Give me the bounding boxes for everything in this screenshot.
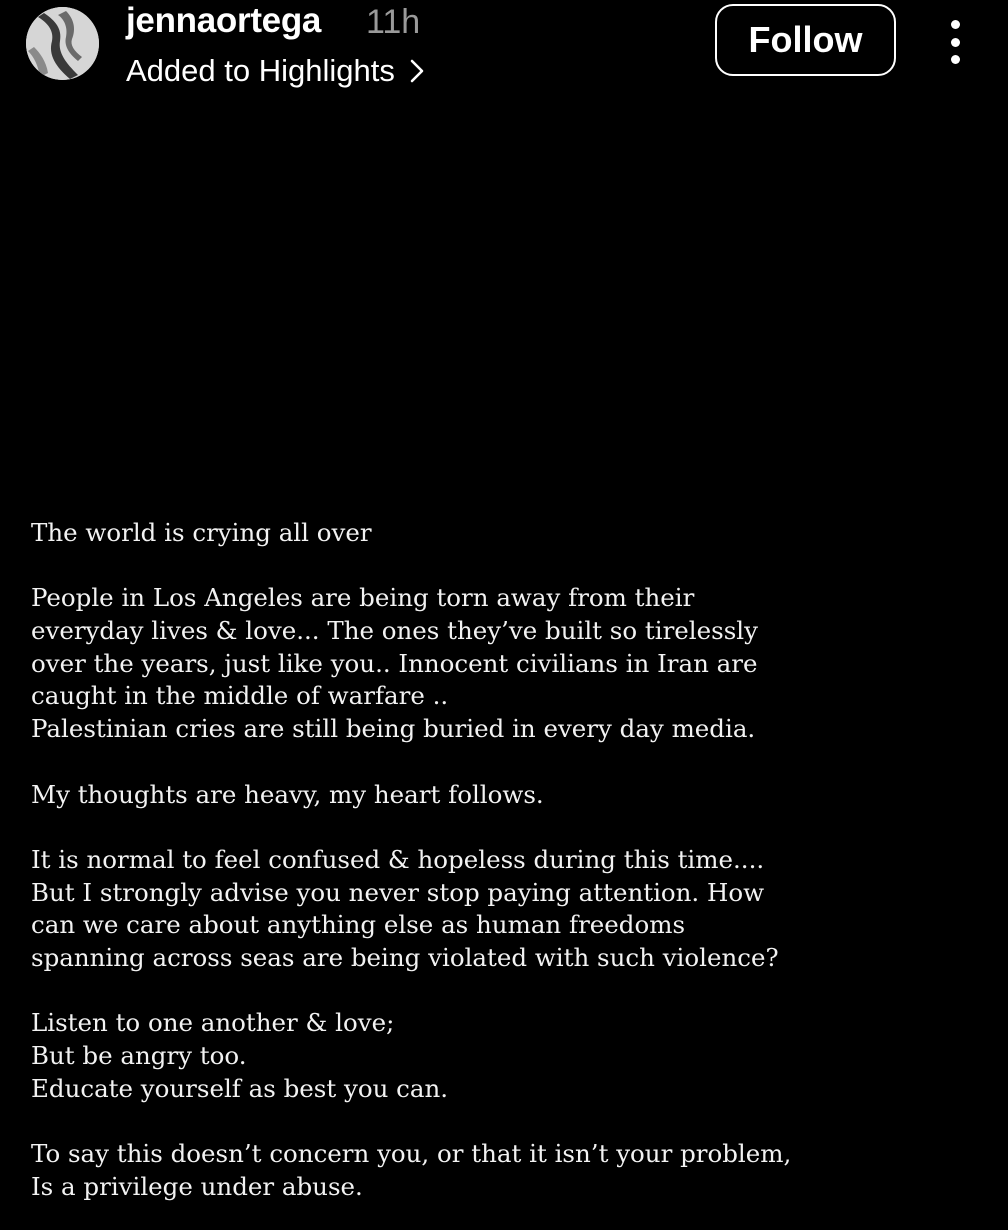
more-dot bbox=[951, 38, 960, 47]
highlights-label: Added to Highlights bbox=[126, 53, 395, 88]
story-paragraph bbox=[31, 517, 971, 550]
timestamp: 11h bbox=[366, 3, 421, 41]
story-line: The world is crying all over bbox=[31, 518, 372, 547]
story-line: Educate yourself as best you can. bbox=[31, 1073, 449, 1103]
story-line: spanning across seas are being violated with such violence? bbox=[31, 942, 779, 972]
story-line: But be angry too. bbox=[31, 1041, 247, 1070]
story-line: over the years, just like you.. Innocent civilians in Iran are bbox=[31, 648, 758, 678]
paragraph-gap bbox=[31, 746, 971, 779]
story-line: Is a privilege under abuse. bbox=[31, 1171, 363, 1201]
chevron-right-icon bbox=[409, 59, 425, 83]
paragraph-gap bbox=[31, 811, 971, 844]
added-to-highlights-link[interactable] bbox=[126, 51, 425, 91]
story-paragraph bbox=[31, 582, 971, 745]
more-vertical-icon[interactable] bbox=[936, 20, 974, 64]
story-line: caught in the middle of warfare .. bbox=[31, 681, 449, 711]
story-line: My thoughts are heavy, my heart follows. bbox=[31, 779, 544, 809]
story-line: Listen to one another & love; bbox=[31, 1008, 395, 1038]
username[interactable]: jennaortega bbox=[126, 1, 322, 40]
profile-avatar[interactable] bbox=[26, 7, 99, 80]
story-line: But I strongly advise you never stop paying attention. How bbox=[31, 877, 765, 907]
more-dot bbox=[951, 20, 960, 29]
story-paragraph bbox=[31, 1007, 971, 1105]
follow-button[interactable]: Follow bbox=[715, 4, 896, 76]
more-dot bbox=[951, 55, 960, 64]
story-paragraph bbox=[31, 1138, 971, 1203]
paragraph-gap bbox=[31, 975, 971, 1008]
story-line: everyday lives & love... The ones they’ve built so tirelessly bbox=[31, 616, 758, 646]
story-text-block bbox=[31, 517, 971, 1203]
story-paragraph bbox=[31, 779, 971, 812]
story-line: can we care about anything else as human freedoms bbox=[31, 910, 686, 940]
story-line: It is normal to feel confused & hopeless during this time.... bbox=[31, 844, 765, 874]
story-header bbox=[0, 0, 1008, 100]
story-line: People in Los Angeles are being torn away from their bbox=[31, 583, 695, 613]
story-line: To say this doesn’t concern you, or that it isn’t your problem, bbox=[31, 1139, 792, 1169]
paragraph-gap bbox=[31, 1105, 971, 1138]
paragraph-gap bbox=[31, 550, 971, 583]
story-paragraph bbox=[31, 844, 971, 975]
story-line: Palestinian cries are still being buried in every day media. bbox=[31, 714, 756, 744]
avatar-image bbox=[26, 7, 99, 80]
